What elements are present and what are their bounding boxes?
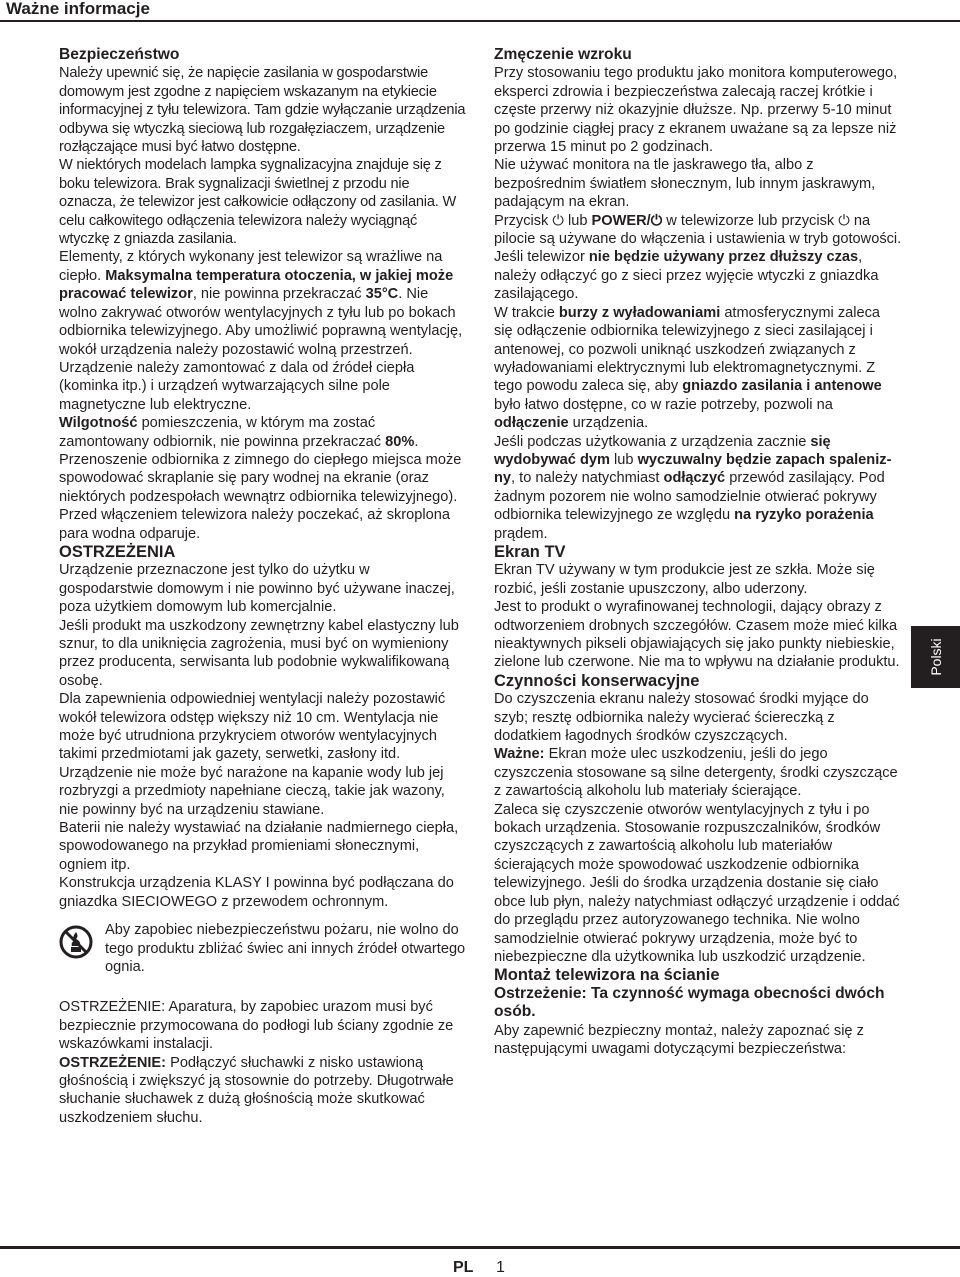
wall-mount-heading: Montaż telewizora na ścianie [494, 966, 720, 985]
bold-run: nie będzie używany przez dłuższy czas [588, 249, 859, 266]
bold-run: się wydobywać dym [494, 433, 831, 468]
text-run: lub [609, 451, 638, 468]
left-column [59, 46, 467, 1127]
text-run: prądem. [494, 525, 548, 542]
footer-divider [0, 1246, 960, 1249]
text-run: . Nie wolno zakrywać otworów wentylacyjnych z tyłu lub po bokach odbiornika telewizyjnego. Aby umożliwić poprawną wentylację, wokół urządzenia należy pozostawić wolną przestrzeń. Urządzenie należy zamontować z dala od źródeł ciepła (kominka itp.) i urządzeń wytwarzających silne pole magnetyczne lub elektryczne. [59, 286, 463, 413]
warning-5: Baterii nie należy wystawiać na działanie nadmiernego ciepła, spowodowanego na przykład promieniami słonecznymi, ogniem itp. [59, 820, 459, 873]
text-run: . Przenoszenie odbiornika z zimnego do ciepłego miejsca może spowodować skraplanie się pary wodnej na ekranie (oraz niektórych podzespołach wewnątrz odbiornika telewizyjnego). Przed włączeniem telewizora należy poczekać, aż skroplona para wodna odparuje. [59, 433, 462, 542]
text-run: przewód zasilający. Pod żadnym pozorem nie wolno samodzielnie otwierać pokrywy odbiornika telewizyjnego ze względu [494, 470, 885, 524]
warning-1: Urządzenie przeznaczone jest tylko do użytku w gospodarstwie domowym i nie powinno być używane inaczej, poza użytkiem domowym lub komercjalnie. [59, 562, 455, 616]
power-icon: ⏻ [838, 212, 850, 229]
bold-run: gniazdo zasilania i antenowe [682, 378, 882, 395]
power-icon: ⏻ [552, 212, 564, 229]
text-run: Elementy, z których wykonany jest telewizor są wrażliwe na ciepło. [59, 249, 443, 284]
eye-paragraph-1: Przy stosowaniu tego produktu jako monitora komputerowego, eksperci zdrowia i bezpieczeństwa zalecają raczej krótkie i częste przerwy niż okazyjnie dłuższe. Np. przerwy 5-10 minut po godzinie ciągłej pracy z ekranem uważane są za lepsze niż przerwa 15 minut po 2 godzinach. [494, 65, 898, 156]
tv-screen-heading: Ekran TV [494, 542, 566, 561]
eye-strain-heading: Zmęczenie wzroku [494, 46, 632, 63]
bold-run: 80% [385, 433, 415, 450]
power-icon: ⏻ [650, 212, 663, 229]
fire-warning [59, 921, 467, 976]
right-column [494, 46, 902, 1058]
warnings-heading: OSTRZEŻENIA [59, 542, 176, 561]
no-open-flame-icon [59, 925, 93, 959]
page-title: Ważne informacje [6, 0, 150, 18]
bold-run: na ryzyko porażenia [734, 507, 874, 524]
screen-paragraph-2: Jest to produkt o wyrafinowanej technologii, dający obrazy z odtworzeniem drobnych szczegółów. Czasem może mieć kilka nieaktywnych pikseli objawiających się jako punkty niebieskie, zielone lub czerwone. Nie ma to wpływu na działanie produktu. [494, 599, 900, 671]
eye-paragraph-3 [494, 212, 902, 304]
eye-paragraph-2: Nie używać monitora na tle jaskrawego tła, albo z bezpośrednim światłem słonecznym, lub innym jaskrawym, padającym na ekran. [494, 157, 876, 211]
footer-language-code: PL [453, 1259, 474, 1276]
text-run: atmosferycznymi zaleca się odłączenie odbiornika telewizyjnego z sieci zasilającej i antenowej, co pozwoli uniknąć uszkodzeń związanych z wyładowaniami elektrycznymi lub elektromagnetycznymi. Z tego powodu zaleca się, aby [494, 304, 881, 395]
wall-mount-text: Aby zapewnić bezpieczny montaż, należy zapoznać się z następującymi uwagami dotyczącymi bezpieczeństwa: [494, 1022, 864, 1057]
text-run: , nie powinna przekraczać [192, 286, 366, 303]
wall-mount-warning: Ostrzeżenie: Ta czynność wymaga obecności dwóch osób. [494, 984, 885, 1021]
bold-run: Wilgotność [59, 415, 138, 432]
maint-paragraph-2 [494, 745, 902, 800]
screen-paragraph-1: Ekran TV używany w tym produkcie jest ze szkła. Może się rozbić, jeśli zostanie upuszczony, albo uderzony. [494, 562, 875, 597]
text-run: Ekran może ulec uszkodzeniu, jeśli do jego czyszczenia stosowane są silne detergenty, środki czyszczące z zawartością alkoholu lub materiały ścierające. [494, 746, 898, 800]
maint-paragraph-1: Do czyszczenia ekranu należy stosować środki myjące do szyb; resztę odbiornika należy wycierać ściereczką z dodatkiem łagodnych środków czyszczących. [494, 691, 869, 745]
warning-6: Konstrukcja urządzenia KLASY I powinna być podłączana do gniazdka SIECIOWEGO z przewodem ochronnym. [59, 875, 454, 910]
safety-heading: Bezpieczeństwo [59, 46, 180, 63]
text-run: Przycisk [494, 212, 553, 229]
fire-warning-text: Aby zapobiec niebezpieczeństwu pożaru, nie wolno do tego produktu zbliżać świec ani innych źródeł otwartego ognia. [105, 922, 466, 975]
text-run: lub [563, 212, 592, 229]
page-number: 1 [496, 1259, 505, 1276]
warning-3: Dla zapewnienia odpowiedniej wentylacji należy pozostawić wokół telewizora odstęp większy niż 10 cm. Wentylacja nie może być utrudniona przykryciem otworów wentylacyjnych takimi przedmiotami jak gazety, serwetki, zasłony itd. [59, 691, 446, 763]
text-run: w telewizorze lub przycisk [662, 212, 839, 229]
safety-paragraph-2: W niektórych modelach lampka sygnalizacyjna znajduje się z boku telewizora. Brak sygnalizacji świetlnej z przodu nie oznacza, że telewizor jest całkowicie odłączony od zasilania. W celu całkowitego odłączenia telewizora należy wyciągnąć wtyczkę z gniazda zasilania. [59, 157, 457, 248]
warning-2: Jeśli produkt ma uszkodzony zewnętrzny kabel elastyczny lub sznur, to dla uniknięcia zagrożenia, musi być on wymieniony przez producenta, serwisanta lub podobnie wykwalifikowaną osobę. [59, 617, 459, 689]
eye-paragraph-4 [494, 304, 902, 433]
text-run: , to należy natychmiast [511, 470, 664, 487]
text-run: było łatwo dostępne, co w razie potrzeby, pozwoli na [494, 396, 833, 413]
page-header [0, 0, 960, 22]
bold-run: odłączenie [494, 415, 569, 432]
text-run: Jeśli podczas użytkowania z urządzenia zacznie [494, 433, 811, 450]
language-tab-label: Polski [927, 638, 944, 676]
text-run: pomieszczenia, w którym ma zostać zamontowany odbiornik, nie powinna przekraczać [59, 415, 386, 450]
bold-run: 35°C [365, 286, 399, 303]
bold-run: Maksymalna temperatura otoczenia, w jakiej może pracować telewizor [59, 267, 454, 303]
language-side-tab [911, 626, 960, 688]
bold-run: wyczuwalny będzie zapach spalenizny [494, 451, 892, 487]
maint-paragraph-3: Zaleca się czyszczenie otworów wentylacyjnych z tyłu i po bokach urządzenia. Stosowanie rozpuszczalników, środków czyszczących z zawartością alkoholu lub materiałów ścierających może spowodować uszkodzenie odbiornika telewizyjnego. Jeśli do środka urządzenia dostanie się ciało obce lub płyn, należy natychmiast odłączyć urządzenie i oddać do przeglądu przez autoryzowanego technika. Nie wolno samodzielnie otwierać pokrywy urządzenia, może być to niebezpieczne dla użytkownika lub uszkodzić urządzenie. [494, 801, 900, 965]
warning-4: Urządzenie nie może być narażone na kapanie wody lub jej rozbryzgi a przedmioty napełniane cieczą, takie jak wazony, nie powinny być na urządzeniu stawiane. [59, 764, 445, 818]
text-run: , należy odłączyć go z sieci przez wyjęcie wtyczki z gniazdka zasilającego. [494, 249, 879, 303]
bold-run: OSTRZEŻENIE: [59, 1054, 167, 1071]
warning-8 [59, 1054, 467, 1128]
text-run: Podłączyć słuchawki z nisko ustawioną głośnością i zwiększyć ją stosownie do potrzeby. Długotrwałe słuchanie słuchawek z dużą głośnością może skutkować uszkodzeniem słuchu. [59, 1054, 454, 1126]
bold-run: POWER/ [591, 212, 651, 229]
bold-run: odłączyć [663, 470, 726, 487]
safety-paragraph-1: Należy upewnić się, że napięcie zasilania w gospodarstwie domowym jest zgodne z napięciem wskazanym na etykiecie informacyjnej z tyłu telewizora. Tam gdzie wyłączanie urządzenia odbywa się wtyczką sieciową lub rozgałęziaczem, urządzenie rozłączające musi być łatwo dostępne. [59, 65, 466, 156]
safety-paragraph-4 [59, 414, 467, 543]
maintenance-heading: Czynności konserwacyjne [494, 671, 700, 690]
warning-7: OSTRZEŻENIE: Aparatura, by zapobiec urazom musi być bezpiecznie przymocowana do podłogi lub ściany zgodnie ze wskazówkami instalacji. [59, 999, 454, 1053]
bold-run: burzy z wyładowaniami [558, 304, 721, 321]
bold-run: Ważne: [494, 746, 545, 763]
text-run: urządzenia. [568, 415, 649, 432]
text-run: W trakcie [494, 304, 559, 321]
safety-paragraph-3 [59, 248, 467, 414]
eye-paragraph-5 [494, 433, 902, 543]
text-run: na pilocie są używane do włączenia i ustawienia w tryb gotowości. Jeśli telewizor [494, 212, 902, 266]
